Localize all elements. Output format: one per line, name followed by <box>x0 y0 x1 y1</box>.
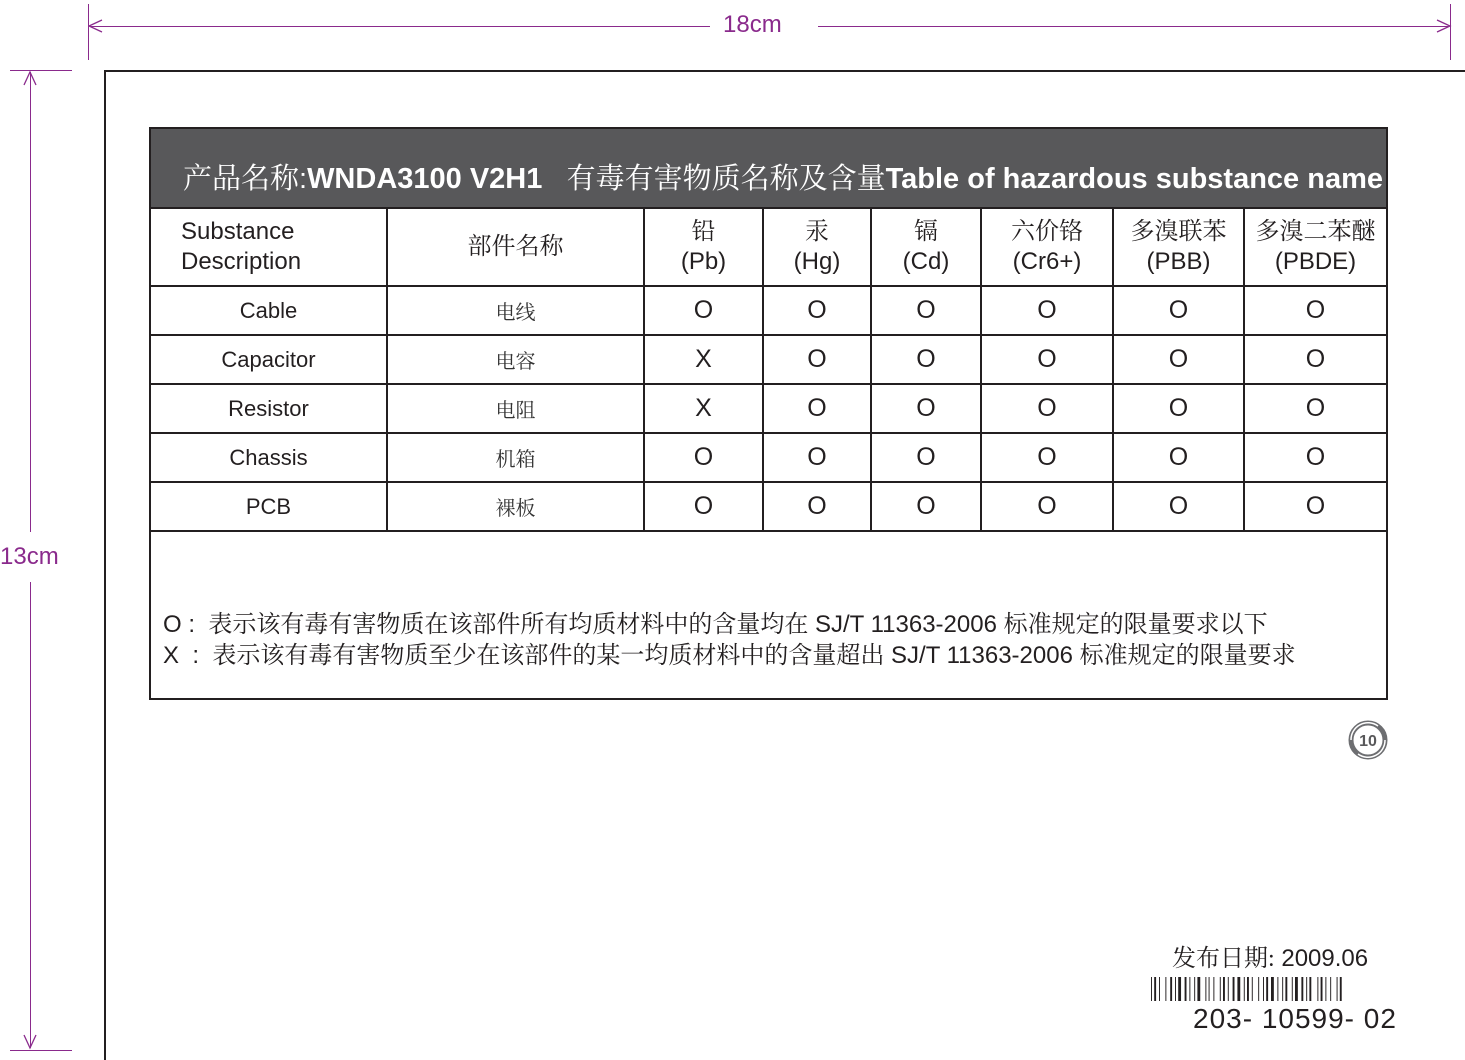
mark-cell: O <box>763 335 871 384</box>
left-dimension-tick-bottom <box>10 1050 72 1051</box>
mark-cell: O <box>763 384 871 433</box>
mark-cell: O <box>1244 286 1386 335</box>
mark-cell: O <box>1113 335 1244 384</box>
mark-cell: O <box>981 433 1113 482</box>
release-date-value: 2009.06 <box>1281 945 1369 972</box>
mark-cell: O <box>981 335 1113 384</box>
mark-cell: O <box>871 482 981 531</box>
arrow-right-icon <box>1436 19 1452 35</box>
row-name-en: Cable <box>151 286 387 335</box>
title-en: Table of hazardous substance name <box>885 163 1383 195</box>
mark-cell: X <box>644 384 763 433</box>
column-header-pb: 铅 (Pb) <box>644 209 763 286</box>
barcode-icon <box>1151 977 1411 1001</box>
table-row <box>151 384 1386 433</box>
mark-cell: O <box>1113 433 1244 482</box>
left-dimension-line-bottom <box>30 582 31 1048</box>
mark-cell: O <box>871 433 981 482</box>
note-line: X : 表示该有毒有害物质至少在该部件的某一均质材料中的含量超出 SJ/T 11363-2006 标准规定的限量要求 <box>163 642 1296 669</box>
substance-table <box>151 209 1386 532</box>
mark-cell: O <box>644 286 763 335</box>
table-row <box>151 286 1386 335</box>
part-number: 203- 10599- 02 <box>1193 1003 1397 1034</box>
row-name-en: Chassis <box>151 433 387 482</box>
row-name-en: PCB <box>151 482 387 531</box>
column-header-pbde: 多溴二苯醚 (PBDE) <box>1244 209 1386 286</box>
height-dimension-label: 13cm <box>0 543 59 570</box>
epup-10-year-icon <box>1348 720 1388 760</box>
mark-cell: O <box>981 286 1113 335</box>
mark-cell: O <box>644 482 763 531</box>
mark-cell: O <box>871 384 981 433</box>
release-date <box>1172 938 1368 973</box>
legend-notes <box>163 609 1296 671</box>
column-header-cd: 镉 (Cd) <box>871 209 981 286</box>
title-cn: 有毒有害物质名称及含量 <box>566 163 886 195</box>
row-name-en: Resistor <box>151 384 387 433</box>
row-name-cn: 裸板 <box>387 482 644 531</box>
mark-cell: O <box>981 482 1113 531</box>
row-name-cn: 电阻 <box>387 384 644 433</box>
table-row <box>151 433 1386 482</box>
row-name-en: Capacitor <box>151 335 387 384</box>
table-row <box>151 335 1386 384</box>
column-header-cr6: 六价铬 (Cr6+) <box>981 209 1113 286</box>
left-dimension-tick-top <box>10 70 72 71</box>
note-line: O : 表示该有毒有害物质在该部件所有均质材料中的含量均在 SJ/T 11363-2006 标准规定的限量要求以下 <box>163 611 1268 638</box>
mark-cell: O <box>1244 384 1386 433</box>
mark-cell: O <box>763 482 871 531</box>
top-dimension-line-left <box>90 26 710 27</box>
mark-cell: O <box>763 286 871 335</box>
product-model: WNDA3100 V2H1 <box>307 163 543 195</box>
table-header-row <box>151 209 1386 286</box>
left-dimension-line-top <box>30 72 31 532</box>
mark-cell: O <box>1244 335 1386 384</box>
column-header-pbb: 多溴联苯 (PBB) <box>1113 209 1244 286</box>
arrow-down-icon <box>23 1034 39 1050</box>
substance-description-header: Substance Description <box>151 209 387 286</box>
release-date-label: 发布日期: <box>1172 946 1275 972</box>
mark-cell: X <box>644 335 763 384</box>
title-bar <box>151 129 1386 209</box>
column-header-hg: 汞 (Hg) <box>763 209 871 286</box>
table-title <box>183 156 1383 197</box>
arrow-left-icon <box>88 19 104 35</box>
table-row <box>151 482 1386 531</box>
row-name-cn: 电线 <box>387 286 644 335</box>
top-dimension-line-right <box>818 26 1448 27</box>
mark-cell: O <box>981 384 1113 433</box>
mark-cell: O <box>763 433 871 482</box>
part-name-header: 部件名称 <box>387 209 644 286</box>
hazardous-substance-table-frame <box>149 127 1388 700</box>
mark-cell: O <box>1244 433 1386 482</box>
rohs-years-text: 10 <box>1359 733 1377 750</box>
row-name-cn: 机箱 <box>387 433 644 482</box>
mark-cell: O <box>1113 384 1244 433</box>
mark-cell: O <box>1113 482 1244 531</box>
mark-cell: O <box>644 433 763 482</box>
mark-cell: O <box>1244 482 1386 531</box>
product-name-label: 产品名称: <box>183 163 308 195</box>
width-dimension-label: 18cm <box>723 11 782 38</box>
mark-cell: O <box>871 286 981 335</box>
mark-cell: O <box>1113 286 1244 335</box>
mark-cell: O <box>871 335 981 384</box>
row-name-cn: 电容 <box>387 335 644 384</box>
arrow-up-icon <box>23 71 39 87</box>
